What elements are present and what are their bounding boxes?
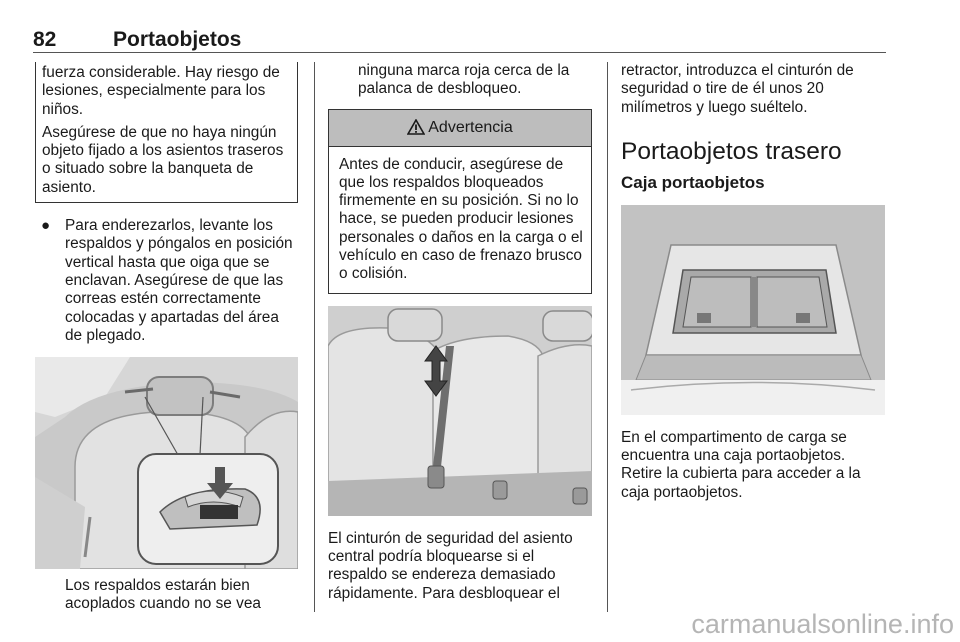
warning-continuation-box xyxy=(35,62,298,203)
after-figure-text: Los respaldos estarán bien acoplados cuando no se vea xyxy=(65,577,261,613)
after-figure-text: En el compartimento de carga se encuentra una caja portaobjetos. Retire la cubierta para acceder a la caja portaobjetos. xyxy=(621,428,861,501)
seatback-illustration-svg xyxy=(35,357,298,569)
page-header xyxy=(33,28,886,54)
box-paragraph: fuerza considerable. Hay riesgo de lesiones, especialmente para los niños. xyxy=(42,64,280,118)
seatback-headrest-illustration xyxy=(35,357,298,569)
running-title: Portaobjetos xyxy=(113,28,242,51)
column-2 xyxy=(328,62,592,603)
bullet-text: Para enderezarlos, levante los respaldos y póngalos en posición vertical hasta que oiga que se enclavan. Asegúrese de que las correas estén correctamente colocadas y apartadas del área de plegado. xyxy=(65,217,293,344)
column-3 xyxy=(621,62,885,502)
cargo-box-illustration-svg xyxy=(621,205,885,415)
box-paragraph: Asegúrese de que no haya ningún objeto fijado a los asientos traseros o situado sobre la banqueta de asiento. xyxy=(42,123,284,196)
header-rule xyxy=(33,52,886,53)
warning-body-text: Antes de conducir, asegúrese de que los respaldos bloqueados firmemente en su posición. Si no lo hace, se pueden producir lesiones personales o daños en la carga o el vehículo en caso de frenazo brusco o colisión. xyxy=(339,155,583,283)
warning-triangle-icon xyxy=(407,119,425,135)
section-title: Portaobjetos trasero xyxy=(621,137,842,165)
column-divider xyxy=(607,62,608,612)
continuation-text: retractor, introduzca el cinturón de seguridad o tire de él unos 20 milímetros y luego suéltelo. xyxy=(621,62,854,116)
warning-header xyxy=(329,110,591,147)
watermark: carmanualsonline.info xyxy=(691,609,954,639)
storage-box-illustration xyxy=(621,205,885,415)
column-divider xyxy=(314,62,315,612)
bullet-dot-icon: ● xyxy=(41,217,51,235)
bullet-item xyxy=(35,217,298,345)
warning-title: Advertencia xyxy=(428,118,513,136)
column-1 xyxy=(35,62,298,614)
after-figure-text: El cinturón de seguridad del asiento central podría bloquearse si el respaldo se endereza demasiado rápidamente. Para desbloquear el xyxy=(328,529,573,602)
continuation-text: ninguna marca roja cerca de la palanca de desbloqueo. xyxy=(358,62,570,98)
rear-seat-belt-illustration xyxy=(328,306,592,516)
subsection-title: Caja portaobjetos xyxy=(621,172,765,192)
rear-seat-illustration-svg xyxy=(328,306,592,516)
warning-box xyxy=(328,109,592,294)
page-number: 82 xyxy=(33,28,57,51)
